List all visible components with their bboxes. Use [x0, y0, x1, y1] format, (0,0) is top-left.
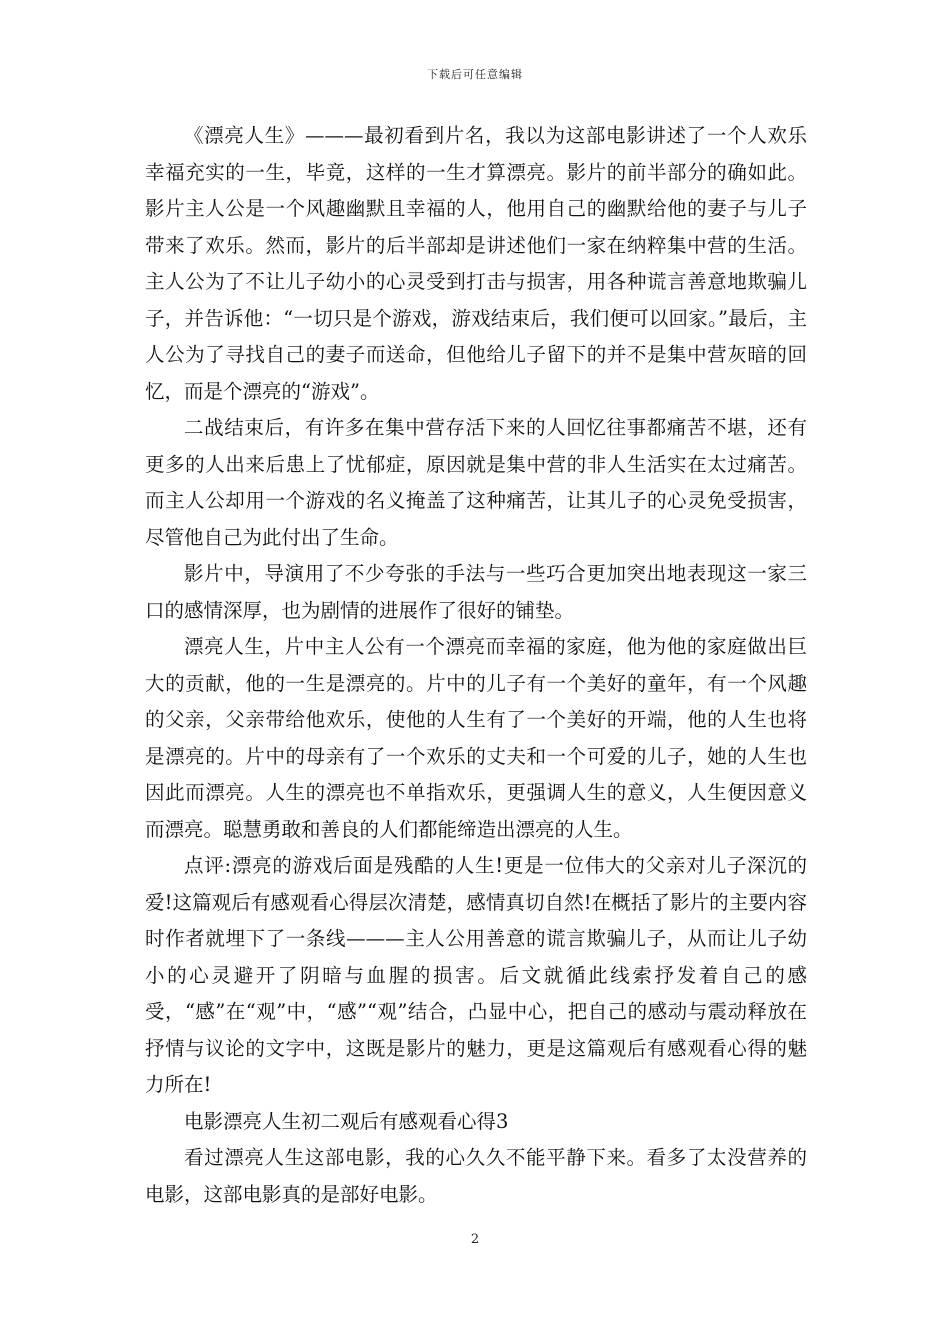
paragraph-4: 漂亮人生，片中主人公有一个漂亮而幸福的家庭，他为他的家庭做出巨大的贡献，他的一生是漂亮的。片中的儿子有一个美好的童年，有一个风趣的父亲，父亲带给他欢乐，使他的人生有了一个美好的开端，他的人生也将是漂亮的。片中的母亲有了一个欢乐的丈夫和一个可爱的儿子，她的人生也因此而漂亮。人生的漂亮也不单指欢乐，更强调人生的意义，人生便因意义而漂亮。聪慧勇敢和善良的人们都能缔造出漂亮的人生。	[145, 635, 807, 841]
paragraph-1: 《漂亮人生》———最初看到片名，我以为这部电影讲述了一个人欢乐幸福充实的一生，毕竟，这样的一生才算漂亮。影片的前半部分的确如此。影片主人公是一个风趣幽默且幸福的人，他用自己的幽默给他的妻子与儿子带来了欢乐。然而，影片的后半部却是讲述他们一家在纳粹集中营的生活。主人公为了不让儿子幼小的心灵受到打击与损害，用各种谎言善意地欺骗儿子，并告诉他：“一切只是个游戏，游戏结束后，我们便可以回家。”最后，主人公为了寻找自己的妻子而送命，但他给儿子留下的并不是集中营灰暗的回忆，而是个漂亮的“游戏”。	[145, 124, 807, 403]
document-body	[145, 118, 807, 1213]
page-number: 2	[470, 1232, 480, 1247]
page-header: 下载后可任意编辑	[427, 68, 523, 81]
paragraph-2: 二战结束后，有许多在集中营存活下来的人回忆往事都痛苦不堪，还有更多的人出来后患上了忧郁症，原因就是集中营的非人生活实在太过痛苦。而主人公却用一个游戏的名义掩盖了这种痛苦，让其儿子的心灵免受损害，尽管他自己为此付出了生命。	[145, 416, 807, 549]
section-heading: 电影漂亮人生初二观后有感观看心得3	[184, 1109, 509, 1133]
paragraph-5-commentary: 点评:漂亮的游戏后面是残酷的人生!更是一位伟大的父亲对儿子深沉的爱!这篇观后有感观看心得层次清楚，感情真切自然!在概括了影片的主要内容时作者就埋下了一条线———主人公用善意的谎言欺骗儿子，从而让儿子幼小的心灵避开了阴暗与血腥的损害。后文就循此线索抒发着自己的感受，“感”在“观”中，“感”“观”结合，凸显中心，把自己的感动与震动释放在抒情与议论的文字中，这既是影片的魅力，更是这篇观后有感观看心得的魅力所在!	[145, 854, 807, 1096]
paragraph-3: 影片中，导演用了不少夸张的手法与一些巧合更加突出地表现这一家三口的感情深厚，也为剧情的进展作了很好的铺垫。	[145, 562, 807, 622]
paragraph-7: 看过漂亮人生这部电影，我的心久久不能平静下来。看多了太没营养的电影，这部电影真的是部好电影。	[145, 1146, 807, 1206]
